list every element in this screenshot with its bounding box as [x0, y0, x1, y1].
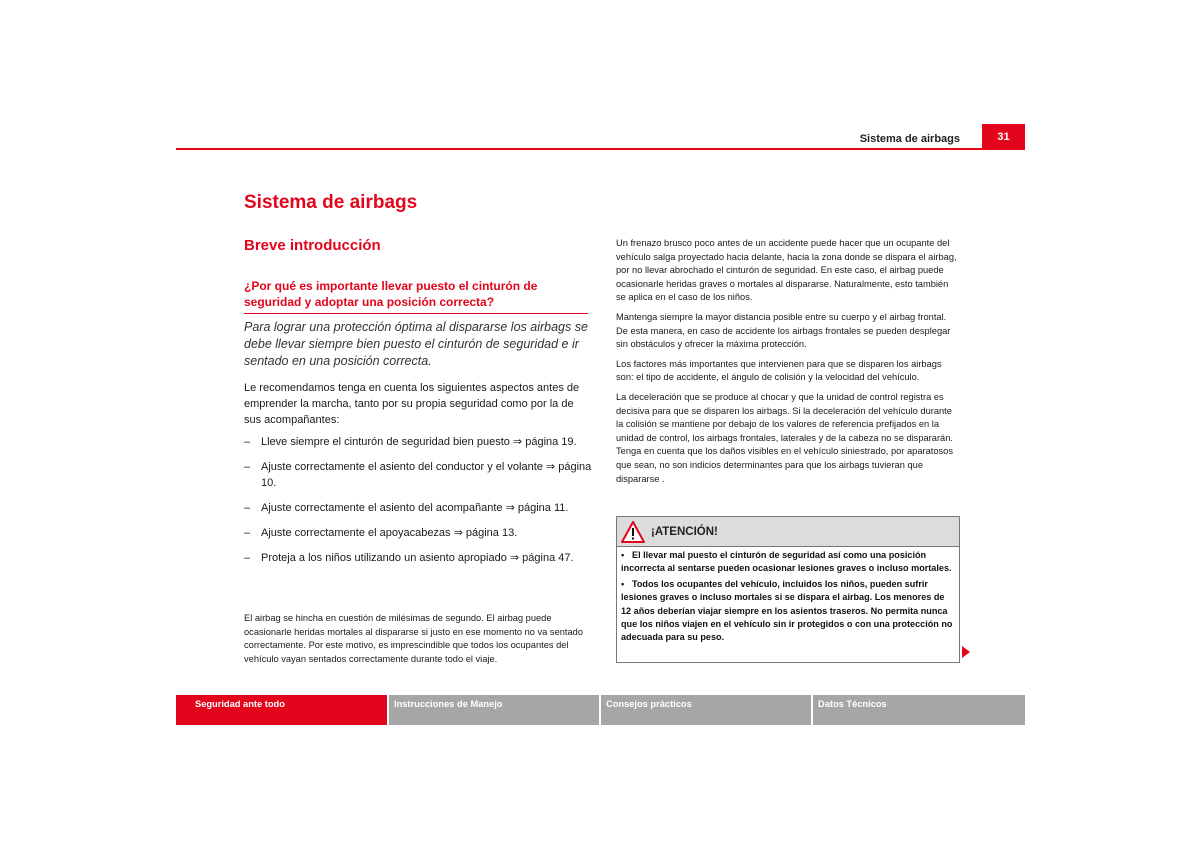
warning-header [617, 517, 959, 547]
list-item-text: Ajuste correctamente el asiento del conductor y el volante ⇒ página 10. [261, 461, 592, 489]
footer-tab-instrucciones[interactable]: Instrucciones de Manejo [389, 695, 599, 725]
list-item-text: Lleve siempre el cinturón de seguridad bien puesto ⇒ página 19. [261, 436, 577, 448]
footer-tab-datos[interactable]: Datos Técnicos [813, 695, 1025, 725]
bullet-icon: • [621, 550, 625, 560]
airbag-note: El airbag se hincha en cuestión de milésimas de segundo. El airbag puede ocasionarle heridas mortales al dispararse si justo en ese momento no va sentado correctamente. Por este motivo, es imprescindible que todos los ocupantes del vehículo vayan sentados correctamente durante todo el viaje. [244, 613, 584, 664]
intro-paragraph: Le recomendamos tenga en cuenta los siguientes aspectos antes de emprender la marcha, tanto por su propia seguridad como por la de sus acompañantes: [244, 382, 580, 426]
footer-tab-consejos[interactable]: Consejos prácticos [601, 695, 811, 725]
warning-title: ¡ATENCIÓN! [651, 525, 718, 538]
page-number: 31 [982, 124, 1025, 149]
list-item: – Proteja a los niños utilizando un asiento apropiado ⇒ página 47. [244, 552, 574, 564]
list-item: – Ajuste correctamente el asiento del acompañante ⇒ página 11. [244, 502, 569, 514]
warning-box [616, 516, 960, 663]
warning-item-text: El llevar mal puesto el cinturón de seguridad así como una posición incorrecta al sentarse pueden ocasionar lesiones graves o incluso mortales. [621, 550, 952, 574]
warning-triangle-icon [621, 521, 645, 543]
checklist [244, 434, 594, 575]
footer-tab-seguridad[interactable]: Seguridad ante todo [176, 695, 387, 725]
right-column [616, 237, 960, 492]
section-subtitle: Breve introducción [244, 237, 381, 254]
list-item: – Lleve siempre el cinturón de seguridad bien puesto ⇒ página 19. [244, 436, 577, 448]
body-paragraph: Los factores más importantes que intervienen para que se disparen los airbags son: el tipo de accidente, el ángulo de colisión y la velocidad del vehículo. [616, 358, 942, 383]
header-section-title: Sistema de airbags [859, 133, 960, 145]
page-title: Sistema de airbags [244, 192, 418, 213]
bullet-icon: • [621, 578, 625, 589]
warning-item-text: Todos los ocupantes del vehículo, incluidos los niños, pueden sufrir lesiones graves o incluso mortales si se dispara el airbag. Los menores de 12 años deberían viajar siempre en los asientos traseros. No permita nunca que los niños viajen en el vehículo sin ir protegidos o con una protección no adecuada para su peso. [621, 578, 953, 643]
lead-paragraph: Para lograr una protección óptima al dispararse los airbags se debe llevar siempre bien puesto el cinturón de seguridad e ir sentado en una posición correcta. [244, 320, 588, 368]
footer-nav [176, 695, 1025, 725]
warning-item [621, 549, 955, 576]
warning-body [617, 547, 959, 649]
body-paragraph: Un frenazo brusco poco antes de un accidente puede hacer que un ocupante del vehículo salga proyectado hacia delante, hacia la zona donde se dispara el airbag, por no llevar abrochado el cinturón de seguridad. En este caso, el airbag puede ocasionarle heridas graves o mortales al dispararse. Naturalmente, esto también se aplica en el caso de los niños. [616, 238, 957, 303]
continue-arrow-icon [962, 646, 970, 658]
warning-item [621, 578, 955, 645]
list-item: – Ajuste correctamente el asiento del conductor y el volante ⇒ página 10. [244, 459, 594, 491]
body-paragraph: La deceleración que se produce al chocar y que la unidad de control registra es decisiva para que se disparen los airbags. Si la deceleración del vehículo durante la colisión se mantiene por debajo de los valores de referencia prefijados en la unidad de control, los airbags frontales, laterales y de la cabeza no se dispararán. Tenga en cuenta que los daños visibles en el vehículo siniestrado, por aparatosos que sean, no son indicios determinantes para que los airbags tuvieran que dispararse . [616, 391, 953, 484]
question-heading: ¿Por qué es importante llevar puesto el cinturón de seguridad y adoptar una posición correcta? [244, 278, 588, 314]
list-item-text: Ajuste correctamente el asiento del acompañante ⇒ página 11. [261, 502, 569, 514]
body-paragraph: Mantenga siempre la mayor distancia posible entre su cuerpo y el airbag frontal. De esta manera, en caso de accidente los airbags frontales se pueden desplegar sin obstáculos y ofrecer la máxima protección. [616, 311, 951, 350]
list-item: – Ajuste correctamente el apoyacabezas ⇒ página 13. [244, 527, 518, 539]
list-item-text: Ajuste correctamente el apoyacabezas ⇒ página 13. [261, 527, 518, 539]
header-rule [176, 148, 1025, 150]
list-item-text: Proteja a los niños utilizando un asiento apropiado ⇒ página 47. [261, 552, 574, 564]
